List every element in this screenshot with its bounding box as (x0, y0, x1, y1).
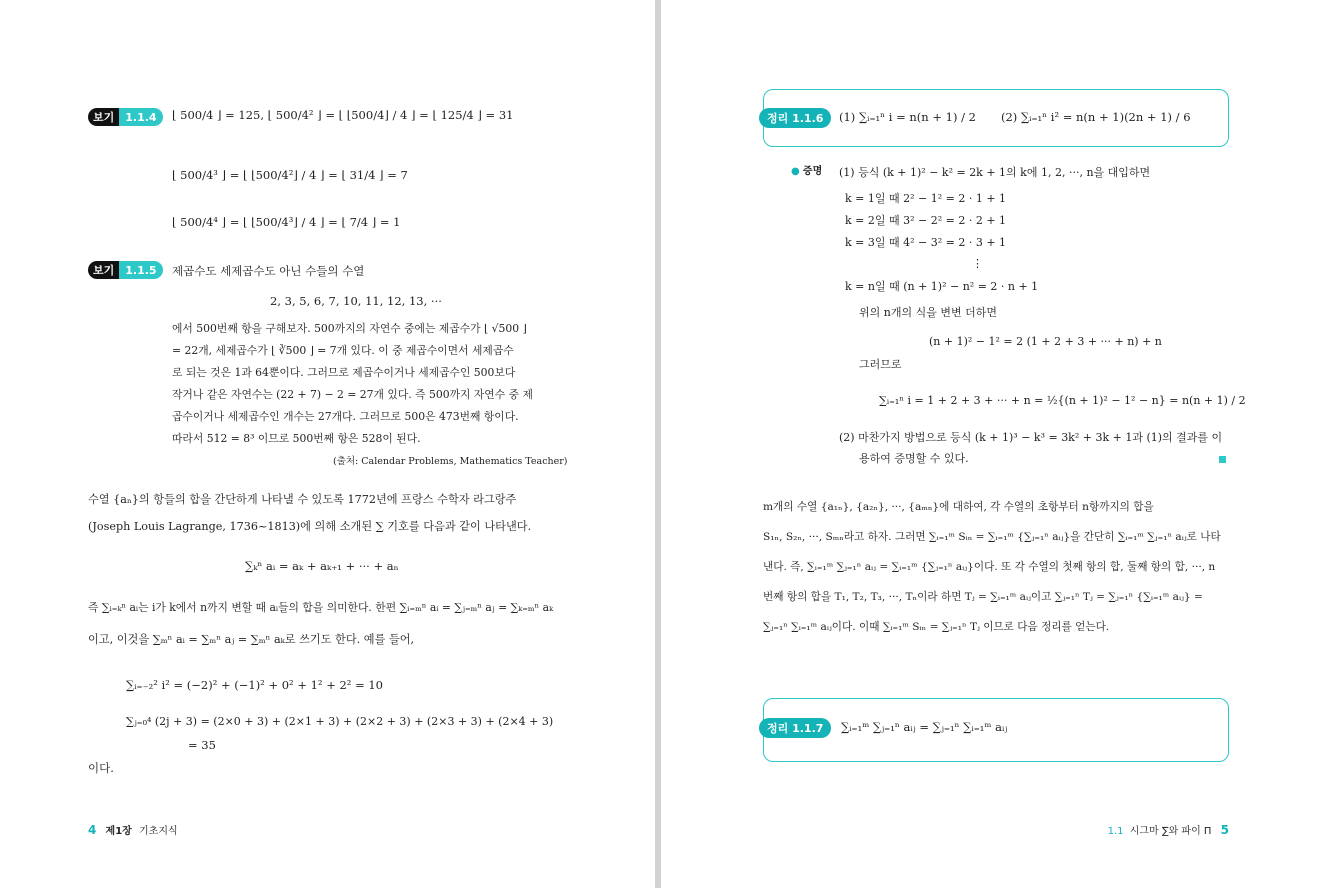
page-number: 5 (1220, 823, 1229, 837)
example-115-source: (출처: Calendar Problems, Mathematics Teacher) (333, 456, 568, 467)
example-equation-1: ∑ᵢ₌₋₂² i² = (−2)² + (−1)² + 0² + 1² + 2² = 10 (126, 678, 383, 692)
right-body-line-1: m개의 수열 {a₁ₙ}, {a₂ₙ}, ···, {aₘₙ}에 대하여, 각 수열의 초항부터 n항까지의 합을 (763, 501, 1154, 513)
sigma-definition: ∑ₖⁿ aᵢ = aₖ + aₖ₊₁ + ··· + aₙ (245, 559, 399, 573)
example-115-line-3: 로 되는 것은 1과 64뿐이다. 그러므로 제곱수이거나 세제곱수인 500보다 (172, 366, 516, 379)
closing-text: 이다. (88, 761, 114, 775)
right-footer (1108, 822, 1229, 837)
proof-part2-line-2: 용하여 증명할 수 있다. (859, 452, 969, 465)
body-para-1-line-1: 수열 {aₙ}의 항들의 합을 간단하게 나타낼 수 있도록 1772년에 프랑스 수학자 라그랑주 (88, 493, 517, 506)
example-114-line-2: ⌊ 500/4³ ⌋ = ⌊ ⌊500/4²⌋ / 4 ⌋ = ⌊ 31/4 ⌋ = 7 (172, 168, 408, 182)
right-body-line-4: 번째 항의 합을 T₁, T₂, T₃, ···, Tₙ이라 하면 Tⱼ = ∑ᵢ₌₁ᵐ aᵢⱼ이고 ∑ⱼ₌₁ⁿ Tⱼ = ∑ⱼ₌₁ⁿ {∑ᵢ₌₁ᵐ aᵢⱼ} = (763, 591, 1203, 603)
section-title: 시그마 ∑와 파이 Π (1129, 826, 1212, 837)
body-para-2-line-1: 즉 ∑ᵢ₌ₖⁿ aᵢ는 i가 k에서 n까지 변할 때 aᵢ들의 합을 의미한다. 한편 ∑ᵢ₌ₘⁿ aᵢ = ∑ⱼ₌ₘⁿ aⱼ = ∑ₖ₌ₘⁿ aₖ (88, 601, 554, 614)
proof-label-text: 증명 (802, 166, 823, 177)
proof-final-equation: ∑ᵢ₌₁ⁿ i = 1 + 2 + 3 + ··· + n = ½{(n + 1)² − 1² − n} = n(n + 1) / 2 (879, 394, 1246, 407)
example-equation-2: ∑ⱼ₌₀⁴ (2j + 3) = (2×0 + 3) + (2×1 + 3) + (2×2 + 3) + (2×3 + 3) + (2×4 + 3) (126, 715, 554, 728)
proof-part2-line-1: (2) 마찬가지 방법으로 등식 (k + 1)³ − k³ = 3k² + 3k + 1과 (1)의 결과를 이 (839, 431, 1223, 444)
end-of-proof-icon (1219, 456, 1226, 463)
example-115-line-2: = 22개, 세제곱수가 ⌊ ∛500 ⌋ = 7개 있다. 이 중 제곱수이면서 세제곱수 (172, 344, 514, 357)
example-115-line-5: 곱수이거나 세제곱수인 개수는 27개다. 그러므로 500은 473번째 항이다. (172, 410, 519, 423)
example-number: 1.1.5 (119, 261, 162, 279)
right-body-line-3: 낸다. 즉, ∑ᵢ₌₁ᵐ ∑ⱼ₌₁ⁿ aᵢⱼ = ∑ᵢ₌₁ᵐ {∑ⱼ₌₁ⁿ aᵢⱼ}이다. 또 각 수열의 첫째 항의 합, 둘째 항의 합, ···, n (763, 561, 1216, 573)
theorem-117-formula: ∑ᵢ₌₁ᵐ ∑ⱼ₌₁ⁿ aᵢⱼ = ∑ⱼ₌₁ⁿ ∑ᵢ₌₁ᵐ aᵢⱼ (841, 720, 1008, 734)
right-body-line-2: S₁ₙ, S₂ₙ, ···, Sₘₙ라고 하자. 그러면 ∑ᵢ₌₁ᵐ Sᵢₙ = ∑ᵢ₌₁ᵐ {∑ⱼ₌₁ⁿ aᵢⱼ}을 간단히 ∑ᵢ₌₁ᵐ ∑ⱼ₌₁ⁿ aᵢⱼ로 나타 (763, 531, 1221, 543)
proof-therefore: 그러므로 (859, 358, 902, 371)
right-body-line-5: ∑ⱼ₌₁ⁿ ∑ᵢ₌₁ᵐ aᵢⱼ이다. 이때 ∑ᵢ₌₁ᵐ Sᵢₙ = ∑ⱼ₌₁ⁿ Tⱼ 이므로 다음 정리를 얻는다. (763, 621, 1110, 633)
proof-row-n: k = n일 때 (n + 1)² − n² = 2 · n + 1 (845, 280, 1039, 293)
example-label: 보기 (88, 261, 119, 279)
chapter-label: 제1장 (105, 826, 132, 837)
proof-label (791, 167, 822, 177)
left-page (0, 0, 655, 888)
right-body (763, 492, 1221, 642)
example-114-line-3: ⌊ 500/4⁴ ⌋ = ⌊ ⌊500/4³⌋ / 4 ⌋ = ⌊ 7/4 ⌋ = 1 (172, 215, 401, 229)
body-para-1-line-2: (Joseph Louis Lagrange, 1736~1813)에 의해 소개된 ∑ 기호를 다음과 같이 나타낸다. (88, 520, 532, 533)
example-1-1-4-tag (88, 108, 163, 126)
right-page (661, 0, 1317, 888)
proof-row-3: k = 3일 때 4² − 3² = 2 · 3 + 1 (845, 236, 1007, 249)
section-number: 1.1 (1107, 826, 1124, 837)
example-1-1-5-tag (88, 261, 163, 279)
theorem-116-part-1: (1) ∑ᵢ₌₁ⁿ i = n(n + 1) / 2 (839, 110, 976, 124)
proof-row-ellipsis: ⋮ (972, 257, 983, 270)
proof-sum-line: 위의 n개의 식을 변변 더하면 (859, 306, 997, 319)
example-number: 1.1.4 (119, 108, 162, 126)
theorem-1-1-6-tag: 정리 1.1.6 (759, 108, 831, 128)
left-footer (88, 822, 178, 837)
example-114-line-1: ⌊ 500/4 ⌋ = 125, ⌊ 500/4² ⌋ = ⌊ ⌊500/4⌋ / 4 ⌋ = ⌊ 125/4 ⌋ = 31 (172, 108, 514, 122)
example-115-line-1: 에서 500번째 항을 구해보자. 500까지의 자연수 중에는 제곱수가 ⌊ √500 ⌋ (172, 322, 527, 335)
example-115-line-6: 따라서 512 = 8³ 이므로 500번째 항은 528이 된다. (172, 432, 421, 445)
proof-line-1: (1) 등식 (k + 1)² − k² = 2k + 1의 k에 1, 2, ···, n을 대입하면 (839, 166, 1151, 179)
proof-bullet-icon: ● (791, 166, 800, 177)
theorem-116-part-2: (2) ∑ᵢ₌₁ⁿ i² = n(n + 1)(2n + 1) / 6 (1001, 110, 1191, 124)
example-equation-2-result: = 35 (188, 738, 216, 752)
proof-row-1: k = 1일 때 2² − 1² = 2 · 1 + 1 (845, 192, 1007, 205)
proof-row-2: k = 2일 때 3² − 2² = 2 · 2 + 1 (845, 214, 1007, 227)
chapter-title: 기초지식 (139, 826, 178, 837)
body-para-2-line-2: 이고, 이것을 ∑ₘⁿ aᵢ = ∑ₘⁿ aⱼ = ∑ₘⁿ aₖ로 쓰기도 한다. 예를 들어, (88, 633, 415, 646)
example-115-line-4: 작거나 같은 자연수는 (22 + 7) − 2 = 27개 있다. 즉 500까지 자연수 중 제 (172, 388, 533, 401)
example-115-sequence: 2, 3, 5, 6, 7, 10, 11, 12, 13, ··· (270, 294, 442, 308)
page-number: 4 (88, 823, 97, 837)
example-115-body (172, 318, 533, 450)
proof-sum-equation: (n + 1)² − 1² = 2 (1 + 2 + 3 + ··· + n) + n (929, 335, 1162, 348)
example-label: 보기 (88, 108, 119, 126)
theorem-1-1-7-tag: 정리 1.1.7 (759, 718, 831, 738)
example-115-intro: 제곱수도 세제곱수도 아닌 수들의 수열 (172, 264, 365, 278)
